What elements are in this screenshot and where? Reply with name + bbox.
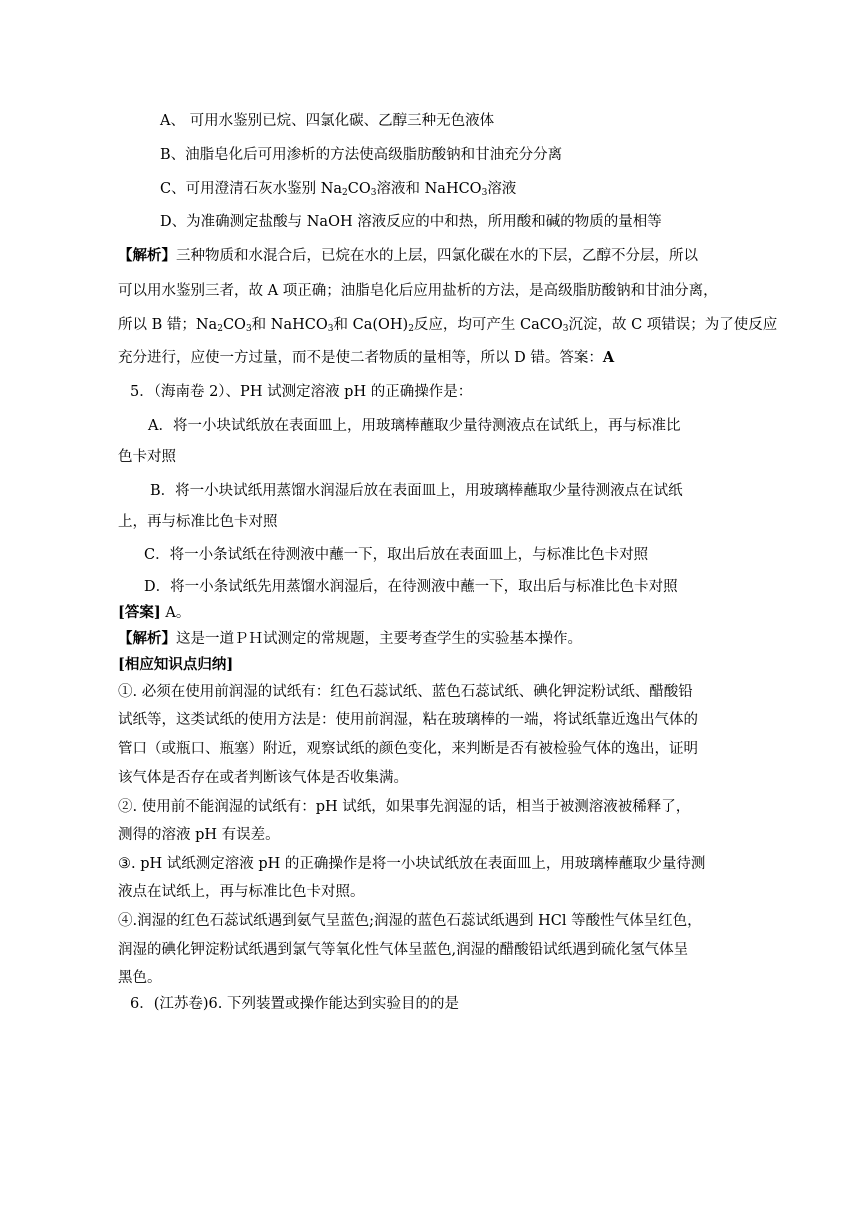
q5-option-b-line-2: 上，再与标准比色卡对照 — [118, 514, 278, 530]
question-5-title: 5．（海南卷 2）、PH 试测定溶液 pH 的正确操作是： — [130, 384, 473, 400]
point-3-line-2: 液点在试纸上，再与标准比色卡对照。 — [118, 884, 365, 900]
point-4-line-1: ④.润湿的红色石蕊试纸遇到氨气呈蓝色;润湿的蓝色石蕊试纸遇到 HCl 等酸性气体呈红色， — [118, 913, 702, 929]
analysis-line-1: 【解析】三种物质和水混合后，已烷在水的上层，四氯化碳在水的下层，乙醇不分层，所以 — [118, 247, 698, 264]
point-1-line-1: ①. 必须在使用前润湿的试纸有：红色石蕊试纸、蓝色石蕊试纸、碘化钾淀粉试纸、醋酸铅 — [118, 684, 693, 700]
q5-option-a-line-1: A．将一小块试纸放在表面皿上，用玻璃棒蘸取少量待测液点在试纸上，再与标准比 — [148, 418, 681, 434]
q5-option-a-line-2: 色卡对照 — [118, 449, 176, 465]
option-a: A、 可用水鉴别已烷、四氯化碳、乙醇三种无色液体 — [160, 113, 495, 129]
q5-option-d: D．将一小条试纸先用蒸馏水润湿后，在待测液中蘸一下，取出后与标准比色卡对照 — [144, 579, 678, 595]
analysis-label: 【解析】 — [118, 247, 176, 264]
q5-analysis: 【解析】这是一道ＰＨ试测定的常规题，主要考查学生的实验基本操作。 — [118, 630, 582, 647]
question-6-title: 6．(江苏卷)6. 下列装置或操作能达到实验目的的是 — [130, 996, 459, 1012]
point-2-line-2: 测得的溶液 pH 有误差。 — [118, 827, 280, 843]
point-4-line-2: 润湿的碘化钾淀粉试纸遇到氯气等氧化性气体呈蓝色,润湿的醋酸铅试纸遇到硫化氢气体呈 — [118, 942, 689, 958]
point-2-line-1: ②. 使用前不能润湿的试纸有：pH 试纸，如果事先润湿的话，相当于被测溶液被稀释了， — [118, 799, 691, 815]
point-1-line-3: 管口（或瓶口、瓶塞）附近，观察试纸的颜色变化，来判断是否有被检验气体的逸出，证明 — [118, 741, 698, 757]
point-4-line-3: 黑色。 — [118, 970, 162, 986]
point-3-line-1: ③. pH 试纸测定溶液 pH 的正确操作是将一小块试纸放在表面皿上，用玻璃棒蘸取少量待测 — [118, 856, 706, 872]
q5-option-b-line-1: B．将一小块试纸用蒸馏水润湿后放在表面皿上，用玻璃棒蘸取少量待测液点在试纸 — [150, 483, 683, 499]
point-1-line-4: 该气体是否存在或者判断该气体是否收集满。 — [118, 770, 408, 786]
point-1-line-2: 试纸等，这类试纸的使用方法是：使用前润湿，粘在玻璃棒的一端，将试纸靠近逸出气体的 — [118, 712, 698, 728]
option-b: B、油脂皂化后可用渗析的方法使高级脂肪酸钠和甘油充分分离 — [160, 147, 563, 163]
analysis-line-4: 充分进行，应使一方过量，而不是使二者物质的量相等，所以 D 错。答案：A — [118, 349, 615, 366]
analysis-line-2: 可以用水鉴别三者，故 A 项正确；油脂皂化后应用盐析的方法，是高级脂肪酸钠和甘油分离， — [118, 283, 718, 299]
option-c: C、可用澄清石灰水鉴别 $Na_2CO_3$溶液和 NaHCO$_3$溶液 — [160, 181, 517, 198]
answer-letter: A — [602, 349, 615, 366]
q5-option-c: C．将一小条试纸在待测液中蘸一下，取出后放在表面皿上，与标准比色卡对照 — [144, 547, 649, 563]
option-d: D、为准确测定盐酸与 NaOH 溶液反应的中和热，所用酸和碱的物质的量相等 — [160, 214, 662, 230]
q5-answer: [答案] A。 — [118, 604, 191, 621]
analysis-line-3: 所以 B 错；$Na_2CO_3$和 NaHCO$_3$和 $Ca(OH)_2$反应，均可产生 CaCO$_3$沉淀，故 C 项错误；为了使反应 — [118, 317, 778, 334]
knowledge-summary-heading: [相应知识点归纳] — [118, 656, 234, 673]
